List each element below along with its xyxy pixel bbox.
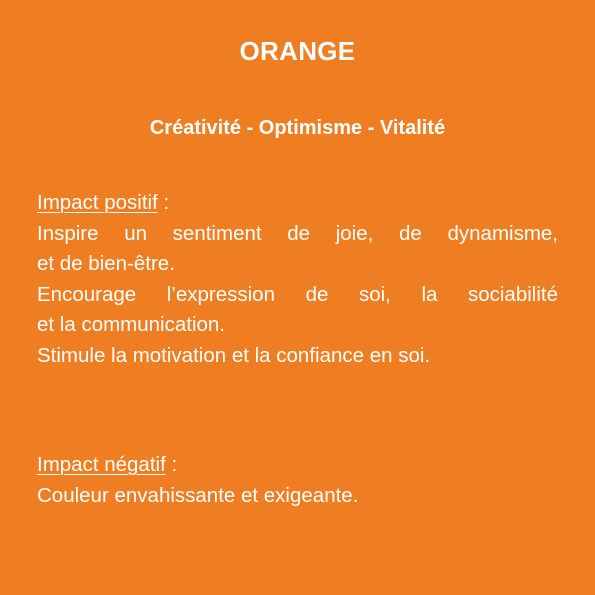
negative-impact-section [37, 450, 558, 511]
negative-impact-heading-colon: : [165, 453, 178, 476]
positive-impact-section [37, 188, 558, 371]
positive-impact-line: Stimule la motivation et la confiance en soi. [37, 343, 431, 367]
positive-impact-line: Encourage l’expression de soi, la sociabilité [37, 282, 558, 306]
positive-impact-line: et de bien-être. [37, 252, 175, 275]
negative-impact-heading [37, 450, 558, 481]
negative-impact-heading-label: Impact négatif [37, 453, 166, 476]
positive-impact-heading-colon: : [157, 191, 170, 214]
card-title: ORANGE [239, 36, 356, 66]
positive-impact-line: et la communication. [37, 313, 226, 336]
card-subtitle: Créativité - Optimisme - Vitalité [149, 117, 446, 139]
positive-impact-line: Inspire un sentiment de joie, de dynamisme, [37, 221, 558, 245]
negative-impact-line: Couleur envahissante et exigeante. [37, 483, 359, 507]
positive-impact-heading [37, 188, 558, 219]
positive-impact-heading-label: Impact positif [37, 191, 158, 214]
